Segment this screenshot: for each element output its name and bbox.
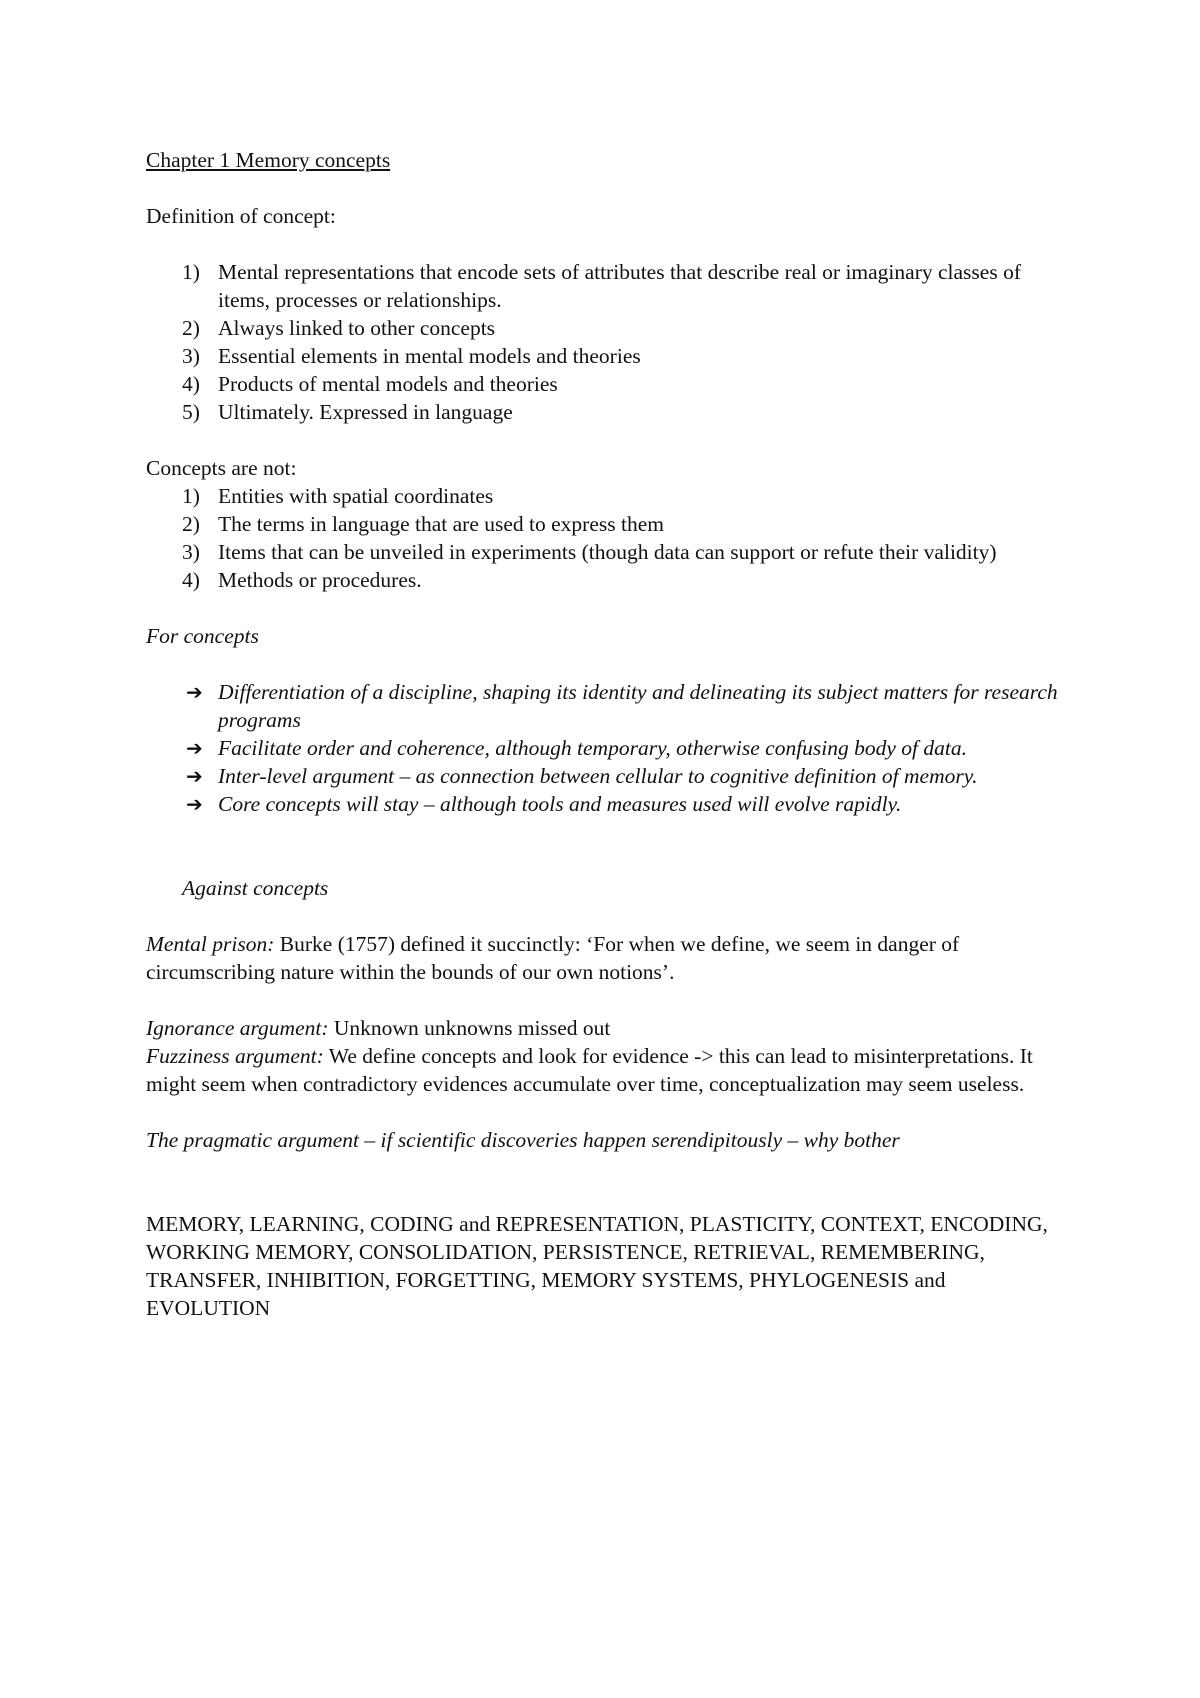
list-number: 5) bbox=[182, 400, 200, 424]
arrow-right-icon: ➔ bbox=[186, 736, 203, 760]
list-item-text: Core concepts will stay – although tools and measures used will evolve rapidly. bbox=[218, 792, 902, 816]
list-number: 3) bbox=[182, 344, 200, 368]
list-item-text: Differentiation of a discipline, shaping its identity and delineating its subject matters for research programs bbox=[218, 680, 1058, 732]
definition-list bbox=[146, 258, 1066, 426]
document-page bbox=[146, 146, 1066, 1322]
list-item bbox=[146, 314, 1066, 342]
against-concepts-heading: Against concepts bbox=[182, 876, 329, 900]
list-item-text: Mental representations that encode sets of attributes that describe real or imaginary classes of items, processes or relationships. bbox=[218, 260, 1021, 312]
list-item bbox=[146, 678, 1066, 734]
list-item bbox=[146, 762, 1066, 790]
list-item bbox=[146, 370, 1066, 398]
definition-heading: Definition of concept: bbox=[146, 204, 336, 228]
mental-prison-text: Burke (1757) defined it succinctly: ‘For when we define, we seem in danger of circumscribing nature within the bounds of our own notions’. bbox=[146, 932, 960, 984]
list-item-text: Methods or procedures. bbox=[218, 568, 422, 592]
not-concepts-heading: Concepts are not: bbox=[146, 456, 297, 480]
ignorance-paragraph bbox=[146, 1014, 1066, 1042]
fuzziness-paragraph bbox=[146, 1042, 1066, 1098]
list-item-text: Always linked to other concepts bbox=[218, 316, 496, 340]
list-item-text: The terms in language that are used to express them bbox=[218, 512, 664, 536]
list-item-text: Items that can be unveiled in experiments (though data can support or refute their validity) bbox=[218, 540, 997, 564]
list-number: 4) bbox=[182, 568, 200, 592]
list-number: 4) bbox=[182, 372, 200, 396]
list-item bbox=[146, 482, 1066, 510]
mental-prison-paragraph bbox=[146, 930, 1066, 986]
pragmatic-argument: The pragmatic argument – if scientific discoveries happen serendipitously – why bother bbox=[146, 1128, 900, 1152]
list-item bbox=[146, 258, 1066, 314]
list-item-text: Products of mental models and theories bbox=[218, 372, 558, 396]
list-item-text: Entities with spatial coordinates bbox=[218, 484, 494, 508]
arrow-right-icon: ➔ bbox=[186, 792, 203, 816]
list-item bbox=[146, 734, 1066, 762]
list-item bbox=[146, 342, 1066, 370]
list-number: 2) bbox=[182, 316, 200, 340]
list-number: 2) bbox=[182, 512, 200, 536]
arrow-right-icon: ➔ bbox=[186, 764, 203, 788]
arrow-right-icon: ➔ bbox=[186, 680, 203, 704]
list-item-text: Facilitate order and coherence, although temporary, otherwise confusing body of data. bbox=[218, 736, 968, 760]
list-item bbox=[146, 790, 1066, 818]
for-concepts-heading: For concepts bbox=[146, 624, 259, 648]
list-item bbox=[146, 398, 1066, 426]
for-concepts-list bbox=[146, 678, 1066, 818]
list-item-text: Inter-level argument – as connection between cellular to cognitive definition of memory. bbox=[218, 764, 978, 788]
list-item bbox=[146, 510, 1066, 538]
fuzziness-text: We define concepts and look for evidence -> this can lead to misinterpretations. It might seem when contradictory evidences accumulate over time, conceptualization may seem useless. bbox=[146, 1044, 1033, 1096]
fuzziness-label: Fuzziness argument: bbox=[146, 1044, 324, 1068]
list-number: 1) bbox=[182, 484, 200, 508]
keywords-paragraph: MEMORY, LEARNING, CODING and REPRESENTATION, PLASTICITY, CONTEXT, ENCODING, WORKING MEMORY, CONSOLIDATION, PERSISTENCE, RETRIEVAL, REMEMBERING, TRANSFER, INHIBITION, FORGETTING, MEMORY SYSTEMS, PHYLOGENESIS and EVOLUTION bbox=[146, 1212, 1048, 1320]
list-item-text: Essential elements in mental models and theories bbox=[218, 344, 641, 368]
ignorance-text: Unknown unknowns missed out bbox=[328, 1016, 611, 1040]
list-item bbox=[146, 566, 1066, 594]
list-item bbox=[146, 538, 1066, 566]
not-concepts-list bbox=[146, 482, 1066, 594]
mental-prison-label: Mental prison: bbox=[146, 932, 275, 956]
list-number: 3) bbox=[182, 540, 200, 564]
page-title: Chapter 1 Memory concepts bbox=[146, 148, 391, 172]
list-item-text: Ultimately. Expressed in language bbox=[218, 400, 513, 424]
list-number: 1) bbox=[182, 260, 200, 284]
ignorance-label: Ignorance argument: bbox=[146, 1016, 329, 1040]
